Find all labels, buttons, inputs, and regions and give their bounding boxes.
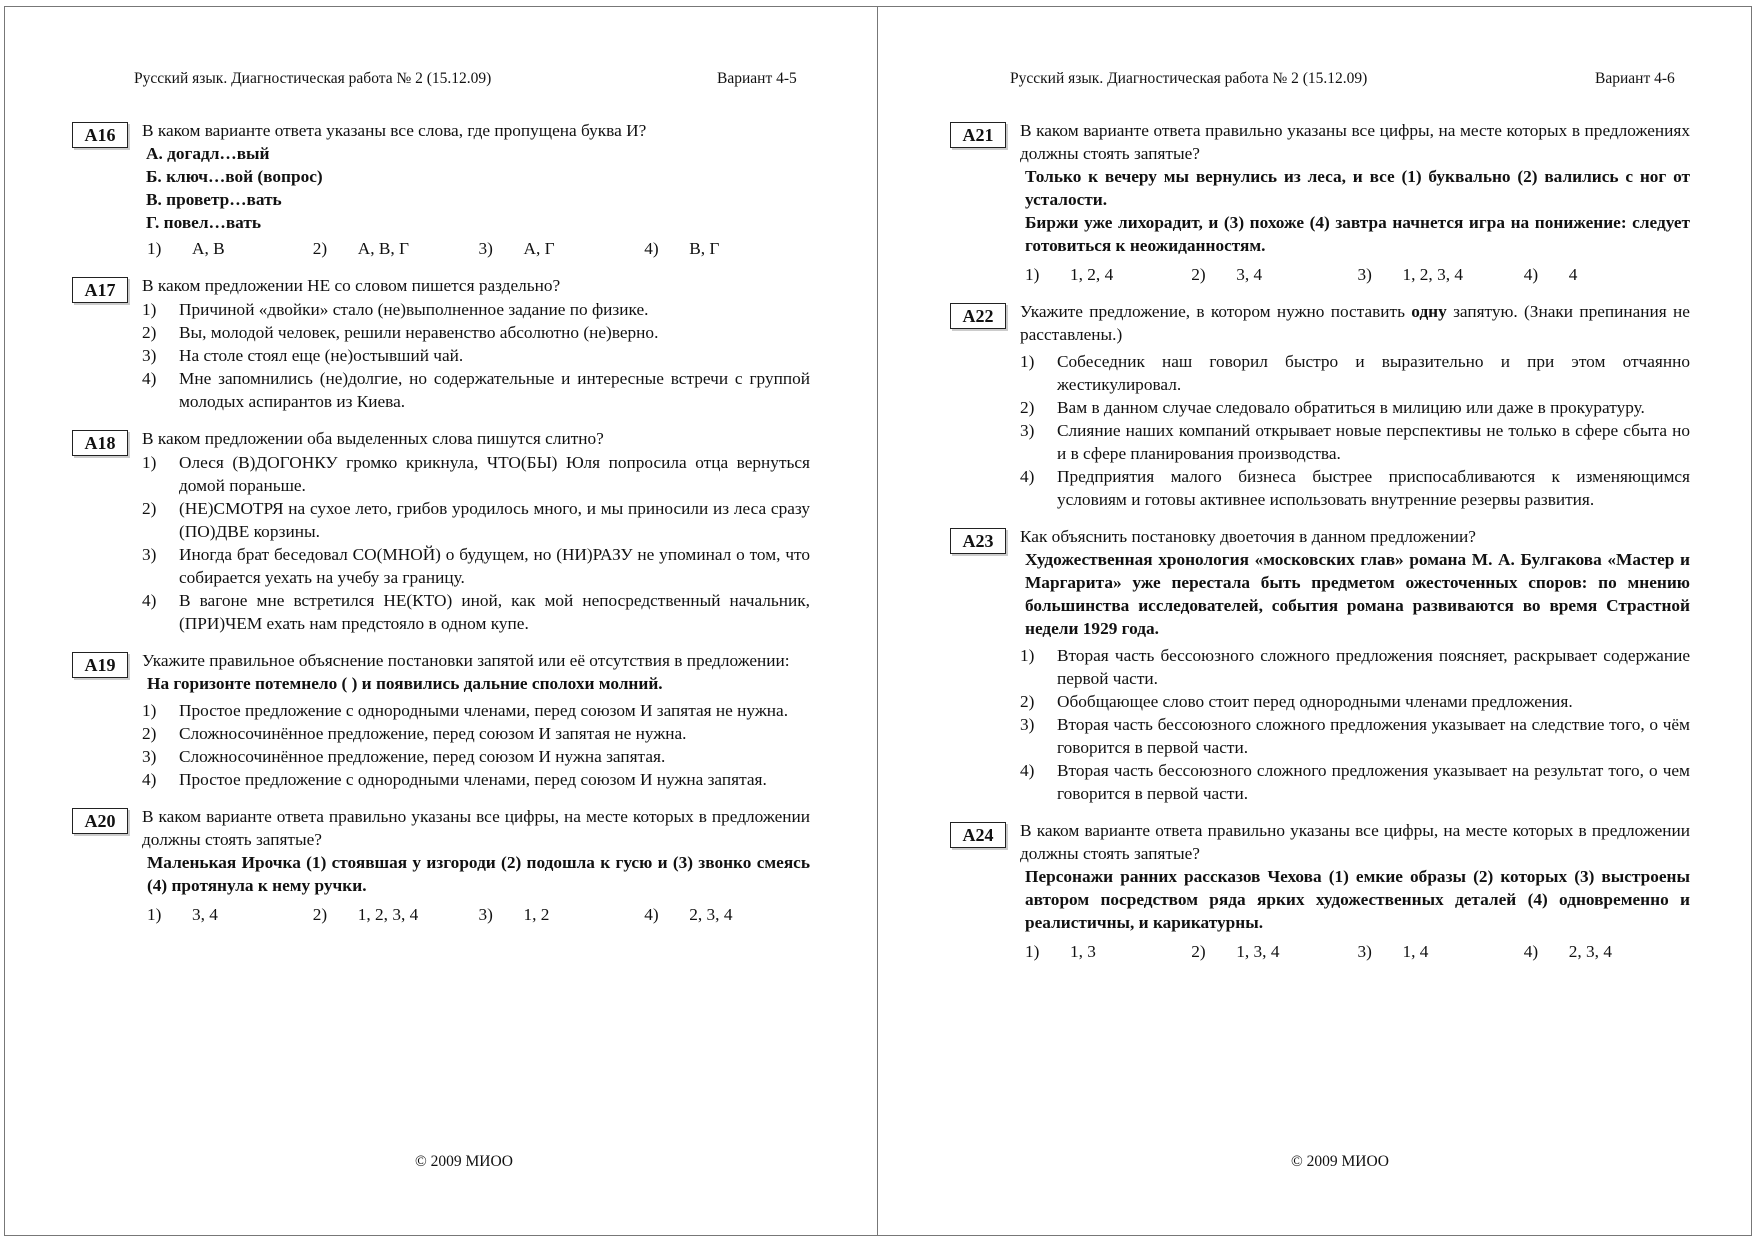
option-item[interactable]: 3) Вторая часть бессоюзного сложного предложения указывает на следствие того, о чём говорится в первой части. [1020, 715, 1690, 757]
task-a21 [950, 119, 1690, 286]
option-item[interactable]: 1) Простое предложение с однородными членами, перед союзом И запятая не нужна. [142, 701, 789, 720]
option-item[interactable]: 2) Сложносочинённое предложение, перед союзом И запятая не нужна. [142, 724, 687, 743]
answer-choice[interactable]: 4) 2, 3, 4 [644, 905, 733, 924]
task-question: В каком варианте ответа правильно указаны все цифры, на месте которых в предложении должны стоять запятые? [1020, 821, 1690, 863]
task-code: А21 [950, 122, 1006, 148]
option-item[interactable]: 2) Вы, молодой человек, решили неравенство абсолютно (не)верно. [142, 323, 659, 342]
task-question: Укажите правильное объяснение постановки запятой или её отсутствия в предложении: [142, 651, 790, 670]
task-a19 [72, 649, 810, 791]
task-a20 [72, 805, 810, 926]
word-item: Б. ключ…вой (вопрос) [146, 167, 323, 186]
task-code: А20 [72, 808, 128, 834]
task-code: А17 [72, 277, 128, 303]
word-list [146, 142, 810, 234]
option-list [142, 298, 810, 413]
header-title: Русский язык. Диагностическая работа № 2 (15.12.09) [1010, 70, 1368, 87]
task-sentence: Только к вечеру мы вернулись из леса, и все (1) буквально (2) валились с ног от усталости. [1025, 167, 1690, 209]
option-item[interactable]: 2) Обобщающее слово стоит перед однородными членами предложения. [1020, 692, 1573, 711]
task-sentence: На горизонте потемнело ( ) и появились дальние сполохи молний. [147, 674, 663, 693]
word-item: Г. повел…вать [146, 213, 261, 232]
answer-choice[interactable]: 2) 1, 2, 3, 4 [312, 905, 419, 924]
page-content [950, 119, 1690, 977]
word-item: В. проветр…вать [146, 190, 282, 209]
header-variant: Вариант 4-6 [1595, 70, 1675, 87]
task-a23 [950, 525, 1690, 805]
task-code: А18 [72, 430, 128, 456]
answer-choice[interactable]: 1) 3, 4 [147, 905, 218, 924]
task-a22 [950, 300, 1690, 511]
option-item[interactable]: 1) Причиной «двойки» стало (не)выполненное задание по физике. [142, 300, 649, 319]
task-question: В каком предложении НЕ со словом пишется раздельно? [142, 276, 561, 295]
page-right [877, 0, 1754, 1239]
answer-choice[interactable]: 4) 2, 3, 4 [1523, 942, 1612, 961]
option-item[interactable]: 4) В вагоне мне встретился НЕ(КТО) иной, как мой непосредственный начальник, (ПРИ)ЧЕМ ехать нам предстояло в одном купе. [142, 591, 810, 633]
answer-choice[interactable]: 3) 1, 2 [478, 905, 550, 924]
task-code: А23 [950, 528, 1006, 554]
answer-choice[interactable]: 4) 4 [1523, 265, 1578, 284]
header-title: Русский язык. Диагностическая работа № 2 (15.12.09) [134, 70, 492, 87]
task-sentence: Биржи уже лихорадит, и (3) похоже (4) завтра начнется игра на понижение: следует готовиться к неожиданностям. [1025, 213, 1690, 255]
answer-choice[interactable]: 1) А, В [147, 239, 225, 258]
task-question: В каком варианте ответа правильно указаны все цифры, на месте которых в предложениях должны стоять запятые? [1020, 121, 1690, 163]
answer-choice[interactable]: 4) В, Г [644, 239, 720, 258]
page-footer: © 2009 МИОО [1291, 1153, 1389, 1170]
answer-choices [1025, 940, 1690, 963]
answer-choice[interactable]: 3) А, Г [478, 239, 555, 258]
option-item[interactable]: 1) Собеседник наш говорил быстро и выразительно и при этом отчаянно жестикулировал. [1020, 352, 1690, 394]
option-list [142, 451, 810, 635]
option-item[interactable]: 2) Вам в данном случае следовало обратиться в милицию или даже в прокуратуру. [1020, 398, 1645, 417]
word-item: А. догадл…вый [146, 144, 270, 163]
task-question: В каком предложении оба выделенных слова пишутся слитно? [142, 429, 604, 448]
option-item[interactable]: 4) Вторая часть бессоюзного сложного предложения указывает на результат того, о чем говорится в первой части. [1020, 761, 1690, 803]
option-list [142, 699, 810, 791]
task-question: В каком варианте ответа правильно указаны все цифры, на месте которых в предложении должны стоять запятые? [142, 807, 810, 849]
answer-choice[interactable]: 2) 3, 4 [1191, 265, 1263, 284]
option-item[interactable]: 3) Слияние наших компаний открывает новые перспективы не только в сфере сбыта но и в сфере планирования производства. [1020, 421, 1690, 463]
option-item[interactable]: 1) Олеся (В)ДОГОНКУ громко крикнула, ЧТО(БЫ) Юля попросила отца вернуться домой пораньше. [142, 453, 810, 495]
task-a16 [72, 119, 810, 260]
answer-choice[interactable]: 2) А, В, Г [312, 239, 410, 258]
task-question: В каком варианте ответа указаны все слова, где пропущена буква И? [142, 121, 647, 140]
answer-choice[interactable]: 3) 1, 2, 3, 4 [1357, 265, 1463, 284]
task-a24 [950, 819, 1690, 963]
task-code: А16 [72, 122, 128, 148]
task-sentence: Персонажи ранних рассказов Чехова (1) емкие образы (2) которых (3) выстроены автором посредством ряда ярких художественных деталей (4) одновременно и реалистичны, и карикатурны. [1025, 867, 1690, 932]
option-item[interactable]: 4) Предприятия малого бизнеса быстрее приспосабливаются к изменяющимся условиям и готовы активнее использовать внутренние резервы развития. [1020, 467, 1690, 509]
task-sentence: Художественная хронология «московских глав» романа М. А. Булгакова «Мастер и Маргарита» уже перестала быть предметом ожесточенных споров: по мнению большинства исследователей, события романа развиваются во время Страстной недели 1929 года. [1025, 550, 1690, 638]
option-item[interactable]: 3) Иногда брат беседовал СО(МНОЙ) о будущем, но (НИ)РАЗУ не упоминал о том, что собирается уехать на учебу за границу. [142, 545, 810, 587]
task-a18 [72, 427, 810, 635]
option-list [1020, 350, 1690, 511]
answer-choice[interactable]: 3) 1, 4 [1357, 942, 1429, 961]
option-item[interactable]: 3) На столе стоял еще (не)остывший чай. [142, 346, 464, 365]
task-sentence: Маленькая Ирочка (1) стоявшая у изгороди (2) подошла к гусю и (3) звонко смеясь (4) протянула к нему ручки. [147, 853, 810, 895]
option-item[interactable]: 3) Сложносочинённое предложение, перед союзом И нужна запятая. [142, 747, 666, 766]
task-code: А24 [950, 822, 1006, 848]
option-item[interactable]: 2) (НЕ)СМОТРЯ на сухое лето, грибов уродилось много, и мы приносили из леса сразу (ПО)ДВЕ корзины. [142, 499, 810, 541]
answer-choice[interactable]: 1) 1, 3 [1025, 942, 1096, 961]
task-question: Как объяснить постановку двоеточия в данном предложении? [1020, 527, 1476, 546]
page-content [72, 119, 810, 940]
task-question: Укажите предложение, в котором нужно поставить одну запятую. (Знаки препинания не расставлены.) [1020, 302, 1690, 344]
answer-choices [147, 903, 810, 926]
answer-choice[interactable]: 2) 1, 3, 4 [1191, 942, 1280, 961]
task-code: А19 [72, 652, 128, 678]
answer-choices [147, 237, 810, 260]
option-item[interactable]: 4) Мне запомнились (не)долгие, но содержательные и интересные встречи с группой молодых аспирантов из Киева. [142, 369, 810, 411]
task-a17 [72, 274, 810, 413]
option-item[interactable]: 4) Простое предложение с однородными членами, перед союзом И нужна запятая. [142, 770, 767, 789]
answer-choice[interactable]: 1) 1, 2, 4 [1025, 265, 1114, 284]
task-code: А22 [950, 303, 1006, 329]
option-item[interactable]: 1) Вторая часть бессоюзного сложного предложения поясняет, раскрывает содержание первой части. [1020, 646, 1690, 688]
option-list [1020, 644, 1690, 805]
header-variant: Вариант 4-5 [717, 70, 797, 87]
page-footer: © 2009 МИОО [415, 1153, 513, 1170]
answer-choices [1025, 263, 1690, 286]
